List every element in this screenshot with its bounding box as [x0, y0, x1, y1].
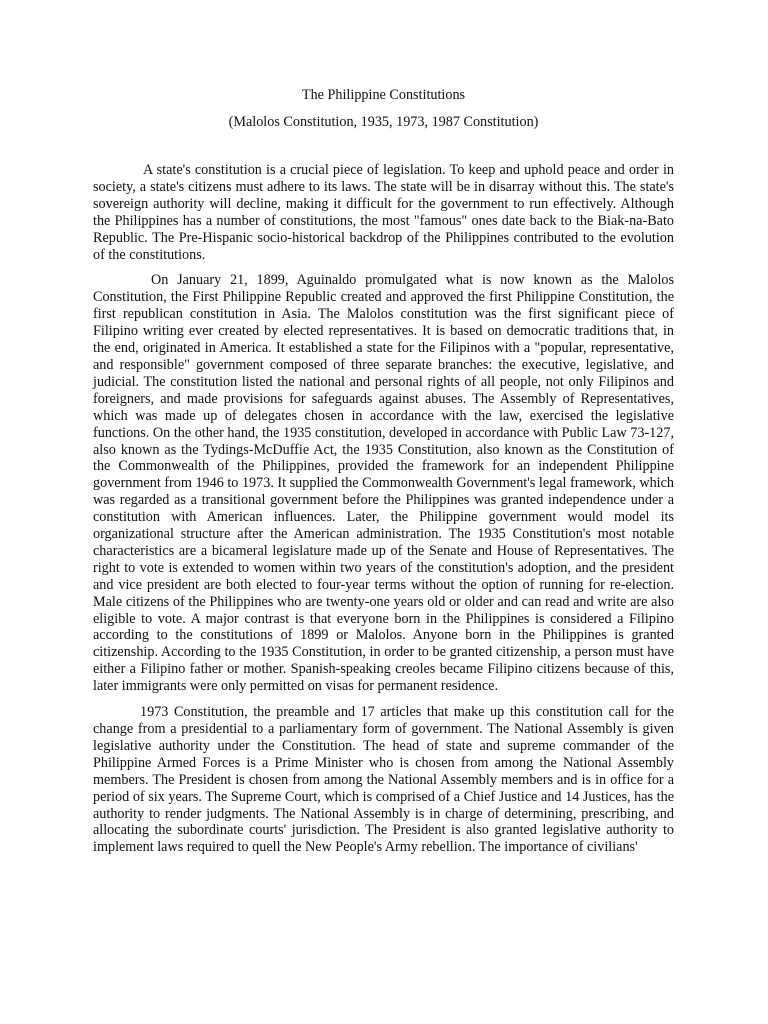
document-subtitle: (Malolos Constitution, 1935, 1973, 1987 Constitution)	[228, 114, 539, 130]
document-page	[93, 86, 674, 865]
paragraph-1973: 1973 Constitution, the preamble and 17 articles that make up this constitution call for the change from a presidential to a parliamentary form of government. The National Assembly is given legislative authority under the Constitution. The head of state and supreme commander of the Philippine Armed Forces is a Prime Minister who is chosen from among the National Assembly members. The President is chosen from among the National Assembly members and is in office for a period of six years. The Supreme Court, which is comprised of a Chief Justice and 14 Justices, has the authority to render judgments. The National Assembly is in charge of determining, prescribing, and allocating the subordinate courts' jurisdiction. The President is also granted legislative authority to implement laws required to quell the New People's Army rebellion. The importance of civilians'	[93, 704, 674, 856]
paragraph-introduction: A state's constitution is a crucial piece of legislation. To keep and uphold peace and order in society, a state's citizens must adhere to its laws. The state will be in disarray without this. The state's sovereign authority will decline, making it difficult for the government to run effectively. Although the Philippines has a number of constitutions, the most "famous" ones date back to the Biak-na-Bato Republic. The Pre-Hispanic socio-historical backdrop of the Philippines contributed to the evolution of the constitutions.	[93, 162, 674, 263]
paragraph-malolos-and-1935: On January 21, 1899, Aguinaldo promulgated what is now known as the Malolos Constitution, the First Philippine Republic created and approved the first Philippine Constitution, the first republican constitution in Asia. The Malolos constitution was the first significant piece of Filipino writing ever created by elected representatives. It is based on democratic traditions that, in the end, originated in America. It established a state for the Filipinos with a "popular, representative, and responsible" government composed of three separate branches: the executive, legislative, and judicial. The constitution listed the national and personal rights of all people, not only Filipinos and foreigners, and made provisions for safeguards against abuses. The Assembly of Representatives, which was made up of delegates chosen in accordance with the law, exercised the legislative functions. On the other hand, the 1935 constitution, developed in accordance with Public Law 73-127, also known as the Tydings-McDuffie Act, the 1935 Constitution, also known as the Constitution of the Commonwealth of the Philippines, provided the framework for an independent Philippine government from 1946 to 1973. It supplied the Commonwealth Government's legal framework, which was regarded as a transitional government before the Philippines was granted independence under a constitution with American influences. Later, the Philippine government would model its organizational structure after the American administration. The 1935 Constitution's most notable characteristics are a bicameral legislature made up of the Senate and House of Representatives. The right to vote is extended to women within two years of the constitution's adoption, and the president and vice president are both elected to four-year terms without the option of running for re-election. Male citizens of the Philippines who are twenty-one years old or older and can read and write are also eligible to vote. A major contrast is that everyone born in the Philippines is considered a Filipino according to the constitutions of 1899 or Malolos. Anyone born in the Philippines is granted citizenship. According to the 1935 Constitution, in order to be granted citizenship, a person must have either a Filipino father or mother. Spanish-speaking creoles became Filipino citizens because of this, later immigrants were only permitted on visas for permanent residence.	[93, 272, 674, 695]
document-title: The Philippine Constitutions	[301, 87, 466, 103]
document-body	[93, 162, 674, 856]
